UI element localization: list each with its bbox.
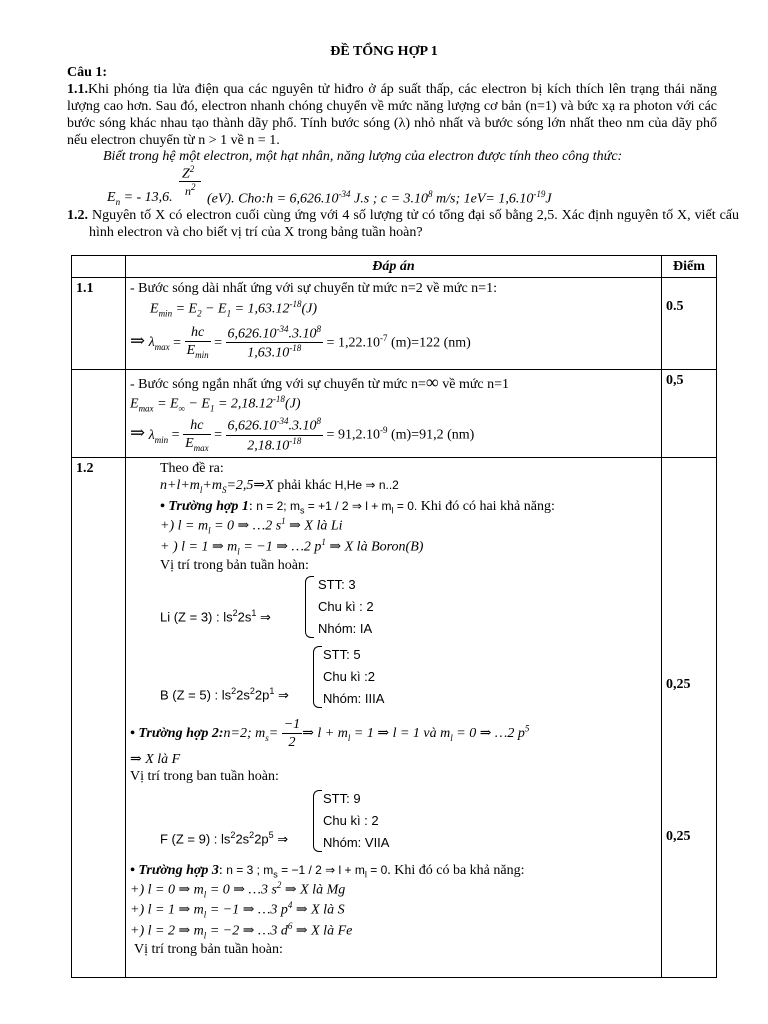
table-header-row bbox=[72, 256, 717, 278]
header-answer: Đáp án bbox=[126, 256, 662, 278]
question-1-1 bbox=[67, 81, 717, 149]
li-position: Li (Z = 3) : $ls^22s^1$ ⇒ STT: 3 Chu kì : 2 Nhóm: IA bbox=[160, 577, 374, 637]
emax-formula: $E_{max} = E_\infty - E_1 = 2,18.12^{-18}(J)$ bbox=[130, 394, 301, 414]
answer-text: - Bước sóng ngắn nhất ứng với sự chuyển từ mức n=∞ về mức n=1 bbox=[130, 372, 510, 393]
table-row bbox=[72, 278, 717, 370]
b-position: B (Z = 5) : $ls^22s^22p^1$ ⇒ STT: 5 Chu kì :2 Nhóm: IIIA bbox=[160, 647, 385, 707]
score-cell: 0.5 bbox=[662, 278, 717, 370]
emin-formula: $E_{min} = E_2 - E_1 = 1,63.12^{-18}(J)$ bbox=[150, 299, 318, 319]
part-1-2-label: 1.2. bbox=[67, 208, 88, 223]
question-heading bbox=[67, 64, 717, 81]
row-label: 1.2 bbox=[72, 458, 126, 978]
score-cell: 0,25 0,25 bbox=[662, 458, 717, 978]
sum-quantum: $n+l+m_l+m_S=2,5\Rightarrow X$ phải khác H,He ⇒ n..2 bbox=[160, 478, 399, 495]
answer-text: Theo đề ra: bbox=[160, 461, 224, 477]
header-score: Điểm bbox=[662, 256, 717, 278]
answer-text: - Bước sóng dài nhất ứng với sự chuyển từ mức n=2 về mức n=1: bbox=[130, 281, 497, 297]
score-cell: 0,5 bbox=[662, 370, 717, 458]
table-row bbox=[72, 458, 717, 978]
case-3: • Trường hợp 3: n = 3 ; $m_s = -1 / 2$ ⇒ $l + m_l = 0$. Khi đó có ba khả năng: bbox=[130, 862, 525, 879]
question-1-label: Câu 1: bbox=[67, 65, 108, 80]
formula-numerator: Z bbox=[182, 166, 190, 182]
formula-denominator: n bbox=[185, 184, 191, 198]
part-1-1-label: 1.1. bbox=[67, 82, 88, 97]
answer-cell bbox=[126, 370, 662, 458]
question-1-2 bbox=[67, 207, 739, 241]
case-1: • Trường hợp 1: n = 2; $m_s = +1 / 2$ ⇒ $l + m_l = 0$. Khi đó có hai khả năng: bbox=[160, 498, 555, 516]
case-2: • Trường hợp 2:n=2; $m_s=$ $\frac{-1}{2}$ ⇒ $l + m_l = 1$ ⇒ l = 1 và $m_l = 0$ ⇒ …2 $p^5$ bbox=[130, 717, 530, 751]
f-position: F (Z = 9) : $ls^22s^22p^5$ ⇒ STT: 9 Chu kì : 2 Nhóm: VIIA bbox=[160, 790, 390, 850]
part-1-2-text: Nguyên tố X có electron cuối cùng ứng với 4 số lượng tử có tổng đại số bằng 2,5. Xác định nguyên tố X, viết cấu hình electron và cho biết vị trí của X trong bảng tuần hoàn? bbox=[88, 208, 739, 241]
answer-cell bbox=[126, 278, 662, 370]
lambda-max-formula: ⇒ $\lambda_{max}$ = $\frac{hc}{E_{min}}$ = $\frac{6,626.10^{-34}.3.10^8}{1,63.10^{-18}}$ = $1,22.10^{-7}$ (m)=122 (nm) bbox=[130, 323, 471, 361]
formula-hint: Biết trong hệ một electron, một hạt nhân, năng lượng của electron được tính theo công thức: bbox=[103, 149, 623, 164]
answer-table bbox=[71, 255, 717, 978]
formula-lhs: E bbox=[107, 190, 116, 205]
row-label: 1.1 bbox=[72, 278, 126, 370]
table-row bbox=[72, 370, 717, 458]
answer-cell: Theo đề ra: $n+l+m_l+m_S=2,5\Rightarrow X$ phải khác H,He ⇒ n..2 • Trường hợp 1: n = 2; $m_s = +1 / 2$ ⇒ $l + m_l = 0$. Khi đó có hai khả năng: +) $l = m_l = 0$ ⇒ …2 $s^1$ ⇒ X là Li + ) l = 1 ⇒ $m_l = -1$ ⇒ …2 $p^1$ ⇒ X là Boron(B) Vị trí trong bản tuần hoàn: Li (Z = 3) : $ls^22s^1$ ⇒ STT: 3 Chu kì : 2 Nhóm: IA B (Z = 5) : $ls^22s^22p^1$ ⇒ STT: 5 Chu kì :2 Nhóm: IIIA • Trường hợp 2:n=2; $m_s=$ $\frac{-1}{2}$ ⇒ $l + m_l = 1$ ⇒ l = 1 và $m_l = 0$ ⇒ …2 $p^5$ ⇒ X là F Vị trí trong ban tuần hoàn: F (Z = 9) : $ls^22s^22p^5$ ⇒ STT: 9 Chu kì : 2 Nhóm: VIIA • Trường hợp 3: n = 3 ; $m_s = -1 / 2$ ⇒ $l + m_l = 0$. Khi đó có ba khả năng: +) l = 0 ⇒ $m_l = 0$ ⇒ …3 $s^2$ ⇒ X là Mg +) l = 1 ⇒ $m_l = -1$ ⇒ …3 $p^4$ ⇒ X là S +) l = 2 ⇒ $m_l = -2$ ⇒ …3 $d^6$ ⇒ X là Fe Vị trí trong bản tuần hoàn: bbox=[126, 458, 662, 978]
energy-formula: $Z^2$ $n^2$ $E_n$ = - 13,6. (eV). Cho:h = $6,626.10^{-34}$ J.s ; $c = 3.10^8$ m/s; $1eV= 1,6.10^{-19}J$ bbox=[107, 164, 552, 207]
constants: (eV). Cho:h = $6,626.10^{-34}$ J.s ; $c = 3.10^8$ m/s; $1eV= 1,6.10^{-19}J$ bbox=[207, 189, 552, 207]
part-1-1-text: Khi phóng tia lửa điện qua các nguyên tử hiđro ở áp suất thấp, các electron bị kích thích lên trạng thái năng lượng cao hơn. Sau đó, electron nhanh chóng chuyển về mức năng lượng cơ bản (n=1) và bức xạ ra photon với các bước sóng khác nhau tạo thành dãy phổ. Tính bước sóng (λ) nhỏ nhất và bước sóng lớn nhất theo nm của dãy phổ nếu electron chuyển từ n > 1 về n = 1. bbox=[67, 82, 717, 149]
page-title: ĐỀ TỔNG HỢP 1 bbox=[330, 44, 438, 59]
lambda-min-formula: ⇒ $\lambda_{min}$ = $\frac{hc}{E_{max}}$ = $\frac{6,626.10^{-34}.3.10^8}{2,18.10^{-18}}$ = $91,2.10^{-9}$ (m)=91,2 (nm) bbox=[130, 416, 475, 454]
